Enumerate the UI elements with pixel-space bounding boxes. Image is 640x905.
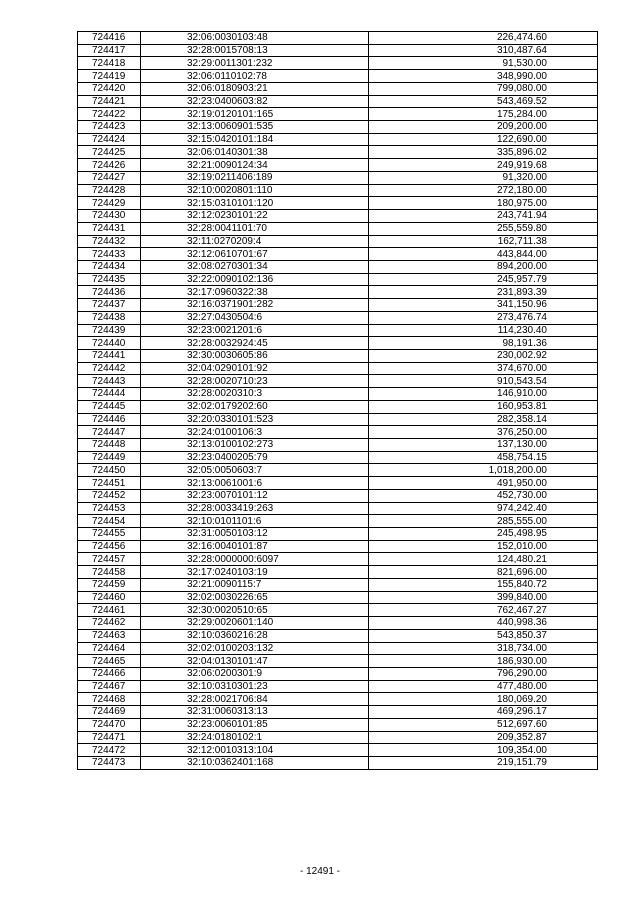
record-id-cell: 724439 xyxy=(78,324,141,337)
record-id-cell: 724458 xyxy=(78,566,141,579)
table-row xyxy=(78,426,598,439)
cadastral-number-cell: 32:19:0211406:189 xyxy=(141,171,369,184)
table-row xyxy=(78,756,598,769)
value-cell: 109,354.00 xyxy=(369,744,598,757)
cadastral-number-cell: 32:05:0050603:7 xyxy=(141,464,369,477)
record-id-cell: 724466 xyxy=(78,667,141,680)
value-cell: 273,476.74 xyxy=(369,311,598,324)
table-row xyxy=(78,375,598,388)
table-row xyxy=(78,235,598,248)
value-cell: 910,543.54 xyxy=(369,375,598,388)
value-cell: 282,358.14 xyxy=(369,413,598,426)
record-id-cell: 724449 xyxy=(78,451,141,464)
record-id-cell: 724420 xyxy=(78,82,141,95)
record-id-cell: 724445 xyxy=(78,400,141,413)
value-cell: 348,990.00 xyxy=(369,70,598,83)
cadastral-number-cell: 32:02:0100203:132 xyxy=(141,642,369,655)
value-cell: 285,555.00 xyxy=(369,515,598,528)
value-cell: 399,840.00 xyxy=(369,591,598,604)
cadastral-number-cell: 32:23:0400205:79 xyxy=(141,451,369,464)
record-id-cell: 724447 xyxy=(78,426,141,439)
record-id-cell: 724434 xyxy=(78,260,141,273)
value-cell: 458,754.15 xyxy=(369,451,598,464)
cadastral-number-cell: 32:23:0060101:85 xyxy=(141,718,369,731)
record-id-cell: 724459 xyxy=(78,578,141,591)
cadastral-number-cell: 32:28:0015708:13 xyxy=(141,44,369,57)
cadastral-number-cell: 32:10:0310301:23 xyxy=(141,680,369,693)
cadastral-number-cell: 32:31:0060313:13 xyxy=(141,706,369,719)
table-row xyxy=(78,95,598,108)
table-row xyxy=(78,337,598,350)
value-cell: 155,840.72 xyxy=(369,578,598,591)
table-row xyxy=(78,693,598,706)
cadastral-number-cell: 32:13:0061001:6 xyxy=(141,477,369,490)
table-row xyxy=(78,655,598,668)
cadastral-number-cell: 32:29:0011301:232 xyxy=(141,57,369,70)
value-cell: 91,320.00 xyxy=(369,171,598,184)
record-id-cell: 724431 xyxy=(78,222,141,235)
record-id-cell: 724438 xyxy=(78,311,141,324)
cadastral-number-cell: 32:06:0180903:21 xyxy=(141,82,369,95)
cadastral-number-cell: 32:06:0140301:38 xyxy=(141,146,369,159)
cadastral-number-cell: 32:13:0060901:535 xyxy=(141,121,369,134)
cadastral-number-cell: 32:23:0400603:82 xyxy=(141,95,369,108)
value-cell: 821,696.00 xyxy=(369,566,598,579)
page-number: - 12491 - xyxy=(299,866,341,877)
value-cell: 477,480.00 xyxy=(369,680,598,693)
value-cell: 335,896.02 xyxy=(369,146,598,159)
record-id-cell: 724426 xyxy=(78,159,141,172)
registry-table xyxy=(77,31,598,770)
record-id-cell: 724429 xyxy=(78,197,141,210)
table-row xyxy=(78,108,598,121)
record-id-cell: 724437 xyxy=(78,299,141,312)
value-cell: 1,018,200.00 xyxy=(369,464,598,477)
table-row xyxy=(78,273,598,286)
value-cell: 114,230.40 xyxy=(369,324,598,337)
cadastral-number-cell: 32:28:0020310:3 xyxy=(141,388,369,401)
record-id-cell: 724454 xyxy=(78,515,141,528)
record-id-cell: 724462 xyxy=(78,617,141,630)
record-id-cell: 724423 xyxy=(78,121,141,134)
table-row xyxy=(78,121,598,134)
table-row xyxy=(78,553,598,566)
cadastral-number-cell: 32:17:0960322:38 xyxy=(141,286,369,299)
table-row xyxy=(78,642,598,655)
table-row xyxy=(78,515,598,528)
cadastral-number-cell: 32:15:0310101:120 xyxy=(141,197,369,210)
record-id-cell: 724419 xyxy=(78,70,141,83)
record-id-cell: 724422 xyxy=(78,108,141,121)
cadastral-number-cell: 32:28:0033419:263 xyxy=(141,502,369,515)
table-row xyxy=(78,667,598,680)
table-row xyxy=(78,171,598,184)
value-cell: 124,480.21 xyxy=(369,553,598,566)
table-row xyxy=(78,44,598,57)
table-row xyxy=(78,413,598,426)
record-id-cell: 724450 xyxy=(78,464,141,477)
record-id-cell: 724425 xyxy=(78,146,141,159)
value-cell: 255,559.80 xyxy=(369,222,598,235)
table-row xyxy=(78,82,598,95)
table-row xyxy=(78,286,598,299)
cadastral-number-cell: 32:16:0371901:282 xyxy=(141,299,369,312)
value-cell: 249,919.68 xyxy=(369,159,598,172)
record-id-cell: 724471 xyxy=(78,731,141,744)
table-row xyxy=(78,299,598,312)
table-row xyxy=(78,528,598,541)
registry-table-body xyxy=(78,32,598,770)
record-id-cell: 724443 xyxy=(78,375,141,388)
record-id-cell: 724465 xyxy=(78,655,141,668)
table-row xyxy=(78,464,598,477)
table-row xyxy=(78,57,598,70)
cadastral-number-cell: 32:06:0110102:78 xyxy=(141,70,369,83)
table-row xyxy=(78,706,598,719)
table-row xyxy=(78,477,598,490)
cadastral-number-cell: 32:17:0240103:19 xyxy=(141,566,369,579)
table-row xyxy=(78,439,598,452)
value-cell: 318,734.00 xyxy=(369,642,598,655)
value-cell: 374,670.00 xyxy=(369,362,598,375)
cadastral-number-cell: 32:06:0030103:48 xyxy=(141,32,369,45)
value-cell: 186,930.00 xyxy=(369,655,598,668)
value-cell: 180,069.20 xyxy=(369,693,598,706)
record-id-cell: 724456 xyxy=(78,540,141,553)
value-cell: 209,200.00 xyxy=(369,121,598,134)
record-id-cell: 724472 xyxy=(78,744,141,757)
cadastral-number-cell: 32:27:0430504:6 xyxy=(141,311,369,324)
value-cell: 162,711.38 xyxy=(369,235,598,248)
cadastral-number-cell: 32:22:0090102:136 xyxy=(141,273,369,286)
table-row xyxy=(78,489,598,502)
value-cell: 440,998.36 xyxy=(369,617,598,630)
cadastral-number-cell: 32:10:0362401:168 xyxy=(141,756,369,769)
cadastral-number-cell: 32:21:0090115:7 xyxy=(141,578,369,591)
record-id-cell: 724463 xyxy=(78,629,141,642)
record-id-cell: 724428 xyxy=(78,184,141,197)
value-cell: 245,498.95 xyxy=(369,528,598,541)
value-cell: 452,730.00 xyxy=(369,489,598,502)
cadastral-number-cell: 32:23:0070101:12 xyxy=(141,489,369,502)
table-row xyxy=(78,146,598,159)
value-cell: 491,950.00 xyxy=(369,477,598,490)
value-cell: 160,953.81 xyxy=(369,400,598,413)
table-row xyxy=(78,502,598,515)
value-cell: 146,910.00 xyxy=(369,388,598,401)
value-cell: 310,487.64 xyxy=(369,44,598,57)
cadastral-number-cell: 32:16:0040101:87 xyxy=(141,540,369,553)
table-row xyxy=(78,604,598,617)
table-row xyxy=(78,197,598,210)
value-cell: 799,080.00 xyxy=(369,82,598,95)
cadastral-number-cell: 32:08:0270301:34 xyxy=(141,260,369,273)
cadastral-number-cell: 32:21:0090124:34 xyxy=(141,159,369,172)
table-row xyxy=(78,680,598,693)
table-row xyxy=(78,248,598,261)
value-cell: 894,200.00 xyxy=(369,260,598,273)
record-id-cell: 724453 xyxy=(78,502,141,515)
cadastral-number-cell: 32:20:0330101:523 xyxy=(141,413,369,426)
cadastral-number-cell: 32:06:0200301:9 xyxy=(141,667,369,680)
record-id-cell: 724432 xyxy=(78,235,141,248)
table-row xyxy=(78,629,598,642)
record-id-cell: 724452 xyxy=(78,489,141,502)
record-id-cell: 724436 xyxy=(78,286,141,299)
record-id-cell: 724460 xyxy=(78,591,141,604)
table-row xyxy=(78,133,598,146)
table-row xyxy=(78,566,598,579)
table-row xyxy=(78,159,598,172)
record-id-cell: 724473 xyxy=(78,756,141,769)
value-cell: 226,474.60 xyxy=(369,32,598,45)
record-id-cell: 724448 xyxy=(78,439,141,452)
value-cell: 245,957.79 xyxy=(369,273,598,286)
table-row xyxy=(78,70,598,83)
table-row xyxy=(78,222,598,235)
record-id-cell: 724441 xyxy=(78,349,141,362)
record-id-cell: 724461 xyxy=(78,604,141,617)
value-cell: 122,690.00 xyxy=(369,133,598,146)
cadastral-number-cell: 32:13:0100102:273 xyxy=(141,439,369,452)
table-row xyxy=(78,578,598,591)
value-cell: 974,242.40 xyxy=(369,502,598,515)
value-cell: 219,151.79 xyxy=(369,756,598,769)
value-cell: 91,530.00 xyxy=(369,57,598,70)
value-cell: 209,352.87 xyxy=(369,731,598,744)
record-id-cell: 724421 xyxy=(78,95,141,108)
table-row xyxy=(78,400,598,413)
record-id-cell: 724464 xyxy=(78,642,141,655)
cadastral-number-cell: 32:04:0290101:92 xyxy=(141,362,369,375)
record-id-cell: 724467 xyxy=(78,680,141,693)
cadastral-number-cell: 32:28:0032924:45 xyxy=(141,337,369,350)
cadastral-number-cell: 32:23:0021201:6 xyxy=(141,324,369,337)
value-cell: 762,467.27 xyxy=(369,604,598,617)
table-row xyxy=(78,311,598,324)
cadastral-number-cell: 32:10:0101101:6 xyxy=(141,515,369,528)
value-cell: 152,010.00 xyxy=(369,540,598,553)
cadastral-number-cell: 32:02:0179202:60 xyxy=(141,400,369,413)
record-id-cell: 724469 xyxy=(78,706,141,719)
record-id-cell: 724435 xyxy=(78,273,141,286)
cadastral-number-cell: 32:28:0000000:6097 xyxy=(141,553,369,566)
cadastral-number-cell: 32:10:0360216:28 xyxy=(141,629,369,642)
cadastral-number-cell: 32:31:0050103:12 xyxy=(141,528,369,541)
value-cell: 443,844.00 xyxy=(369,248,598,261)
value-cell: 341,150.96 xyxy=(369,299,598,312)
value-cell: 137,130.00 xyxy=(369,439,598,452)
table-row xyxy=(78,540,598,553)
record-id-cell: 724416 xyxy=(78,32,141,45)
table-row xyxy=(78,210,598,223)
cadastral-number-cell: 32:29:0020601:140 xyxy=(141,617,369,630)
table-row xyxy=(78,388,598,401)
record-id-cell: 724424 xyxy=(78,133,141,146)
cadastral-number-cell: 32:19:0120101:165 xyxy=(141,108,369,121)
table-row xyxy=(78,591,598,604)
value-cell: 796,290.00 xyxy=(369,667,598,680)
value-cell: 272,180.00 xyxy=(369,184,598,197)
record-id-cell: 724417 xyxy=(78,44,141,57)
table-row xyxy=(78,32,598,45)
value-cell: 180,975.00 xyxy=(369,197,598,210)
value-cell: 543,850.37 xyxy=(369,629,598,642)
table-row xyxy=(78,349,598,362)
cadastral-number-cell: 32:30:0030605:86 xyxy=(141,349,369,362)
record-id-cell: 724468 xyxy=(78,693,141,706)
value-cell: 98,191.36 xyxy=(369,337,598,350)
record-id-cell: 724470 xyxy=(78,718,141,731)
cadastral-number-cell: 32:04:0130101:47 xyxy=(141,655,369,668)
value-cell: 469,296.17 xyxy=(369,706,598,719)
table-row xyxy=(78,731,598,744)
record-id-cell: 724457 xyxy=(78,553,141,566)
table-row xyxy=(78,362,598,375)
value-cell: 231,893.39 xyxy=(369,286,598,299)
value-cell: 175,284.00 xyxy=(369,108,598,121)
record-id-cell: 724440 xyxy=(78,337,141,350)
table-row xyxy=(78,324,598,337)
cadastral-number-cell: 32:12:0010313:104 xyxy=(141,744,369,757)
cadastral-number-cell: 32:12:0610701:67 xyxy=(141,248,369,261)
value-cell: 376,250.00 xyxy=(369,426,598,439)
record-id-cell: 724451 xyxy=(78,477,141,490)
cadastral-number-cell: 32:24:0180102:1 xyxy=(141,731,369,744)
record-id-cell: 724455 xyxy=(78,528,141,541)
record-id-cell: 724430 xyxy=(78,210,141,223)
table-row xyxy=(78,184,598,197)
record-id-cell: 724444 xyxy=(78,388,141,401)
record-id-cell: 724446 xyxy=(78,413,141,426)
value-cell: 230,002.92 xyxy=(369,349,598,362)
table-row xyxy=(78,617,598,630)
cadastral-number-cell: 32:10:0020801:110 xyxy=(141,184,369,197)
cadastral-number-cell: 32:02:0030226:65 xyxy=(141,591,369,604)
cadastral-number-cell: 32:30:0020510:65 xyxy=(141,604,369,617)
value-cell: 243,741.94 xyxy=(369,210,598,223)
cadastral-number-cell: 32:15:0420101:184 xyxy=(141,133,369,146)
record-id-cell: 724442 xyxy=(78,362,141,375)
table-row xyxy=(78,451,598,464)
table-row xyxy=(78,718,598,731)
cadastral-number-cell: 32:12:0230101:22 xyxy=(141,210,369,223)
record-id-cell: 724433 xyxy=(78,248,141,261)
cadastral-number-cell: 32:28:0021706:84 xyxy=(141,693,369,706)
cadastral-number-cell: 32:28:0041101:70 xyxy=(141,222,369,235)
cadastral-number-cell: 32:24:0100106:3 xyxy=(141,426,369,439)
cadastral-number-cell: 32:28:0020710:23 xyxy=(141,375,369,388)
value-cell: 543,469.52 xyxy=(369,95,598,108)
cadastral-number-cell: 32:11:0270209:4 xyxy=(141,235,369,248)
table-row xyxy=(78,744,598,757)
record-id-cell: 724418 xyxy=(78,57,141,70)
table-row xyxy=(78,260,598,273)
record-id-cell: 724427 xyxy=(78,171,141,184)
value-cell: 512,697.60 xyxy=(369,718,598,731)
